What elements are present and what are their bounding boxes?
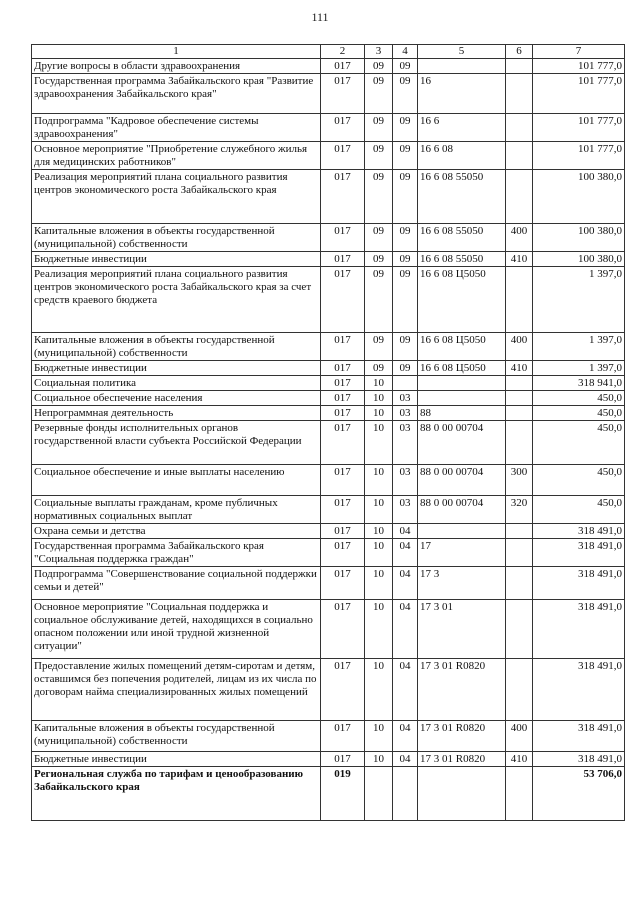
section-cell: 10 — [365, 567, 393, 600]
expense-type-cell — [506, 142, 533, 170]
description-cell: Основное мероприятие "Социальная поддержка и социальное обслуживание детей, находящихся в социально опасном положении или иной трудной жизненной ситуации" — [32, 600, 321, 659]
description-cell: Основное мероприятие "Приобретение служебного жилья для медицинских работников" — [32, 142, 321, 170]
subsection-cell: 09 — [393, 361, 418, 376]
table-row — [32, 496, 625, 524]
section-cell: 10 — [365, 496, 393, 524]
section-cell: 09 — [365, 333, 393, 361]
target-article-cell — [418, 59, 506, 74]
target-article-cell: 88 0 00 00704 — [418, 496, 506, 524]
table-row — [32, 74, 625, 114]
subsection-cell: 09 — [393, 114, 418, 142]
subsection-cell: 03 — [393, 496, 418, 524]
section-cell: 10 — [365, 524, 393, 539]
section-cell: 09 — [365, 252, 393, 267]
amount-cell: 1 397,0 — [533, 267, 625, 333]
ministry-code-cell: 017 — [321, 252, 365, 267]
section-cell: 10 — [365, 752, 393, 767]
table-row — [32, 224, 625, 252]
subsection-cell: 09 — [393, 59, 418, 74]
description-cell: Государственная программа Забайкальского края "Социальная поддержка граждан" — [32, 539, 321, 567]
expense-type-cell: 400 — [506, 721, 533, 752]
target-article-cell: 88 — [418, 406, 506, 421]
ministry-code-cell: 017 — [321, 74, 365, 114]
table-row — [32, 252, 625, 267]
target-article-cell: 16 6 08 Ц5050 — [418, 333, 506, 361]
table-row — [32, 600, 625, 659]
subsection-cell: 04 — [393, 752, 418, 767]
table-row — [32, 333, 625, 361]
expense-type-cell — [506, 659, 533, 721]
table-row — [32, 361, 625, 376]
expense-type-cell — [506, 74, 533, 114]
target-article-cell — [418, 391, 506, 406]
amount-cell: 318 491,0 — [533, 721, 625, 752]
amount-cell: 101 777,0 — [533, 114, 625, 142]
expense-type-cell — [506, 767, 533, 821]
column-header-7: 7 — [533, 45, 625, 59]
subsection-cell: 09 — [393, 74, 418, 114]
column-header-6: 6 — [506, 45, 533, 59]
expense-type-cell: 410 — [506, 252, 533, 267]
amount-cell: 318 491,0 — [533, 567, 625, 600]
target-article-cell: 17 3 — [418, 567, 506, 600]
amount-cell: 450,0 — [533, 391, 625, 406]
description-cell: Бюджетные инвестиции — [32, 252, 321, 267]
table-row — [32, 59, 625, 74]
expense-type-cell — [506, 524, 533, 539]
section-cell: 10 — [365, 539, 393, 567]
target-article-cell: 16 6 08 — [418, 142, 506, 170]
ministry-code-cell: 019 — [321, 767, 365, 821]
section-cell: 10 — [365, 376, 393, 391]
amount-cell: 450,0 — [533, 496, 625, 524]
expense-type-cell — [506, 267, 533, 333]
table-row — [32, 267, 625, 333]
amount-cell: 450,0 — [533, 465, 625, 496]
target-article-cell — [418, 524, 506, 539]
target-article-cell — [418, 376, 506, 391]
description-cell: Непрограммная деятельность — [32, 406, 321, 421]
amount-cell: 100 380,0 — [533, 170, 625, 224]
expense-type-cell — [506, 421, 533, 465]
target-article-cell: 16 6 08 55050 — [418, 170, 506, 224]
target-article-cell: 88 0 00 00704 — [418, 465, 506, 496]
expense-type-cell — [506, 539, 533, 567]
expense-type-cell — [506, 600, 533, 659]
table-row — [32, 421, 625, 465]
header-row — [32, 45, 625, 59]
column-header-5: 5 — [418, 45, 506, 59]
target-article-cell: 88 0 00 00704 — [418, 421, 506, 465]
target-article-cell: 16 6 08 Ц5050 — [418, 267, 506, 333]
subsection-cell: 04 — [393, 539, 418, 567]
amount-cell: 450,0 — [533, 421, 625, 465]
description-cell: Капитальные вложения в объекты государственной (муниципальной) собственности — [32, 333, 321, 361]
amount-cell: 100 380,0 — [533, 224, 625, 252]
amount-cell: 101 777,0 — [533, 142, 625, 170]
subsection-cell: 04 — [393, 524, 418, 539]
description-cell: Предоставление жилых помещений детям-сиротам и детям, оставшимся без попечения родителей, лицам из их числа по договорам найма специализированных жилых помещений — [32, 659, 321, 721]
amount-cell: 318 491,0 — [533, 539, 625, 567]
amount-cell: 53 706,0 — [533, 767, 625, 821]
section-cell: 09 — [365, 361, 393, 376]
ministry-code-cell: 017 — [321, 600, 365, 659]
section-cell: 10 — [365, 721, 393, 752]
description-cell: Реализация мероприятий плана социального развития центров экономического роста Забайкальского края — [32, 170, 321, 224]
amount-cell: 318 491,0 — [533, 659, 625, 721]
section-cell: 10 — [365, 600, 393, 659]
table-row — [32, 721, 625, 752]
ministry-code-cell: 017 — [321, 752, 365, 767]
target-article-cell: 16 6 08 Ц5050 — [418, 361, 506, 376]
page-number: 111 — [311, 10, 329, 24]
target-article-cell: 17 — [418, 539, 506, 567]
column-header-1: 1 — [32, 45, 321, 59]
subsection-cell: 03 — [393, 465, 418, 496]
expense-type-cell — [506, 406, 533, 421]
description-cell: Социальное обеспечение населения — [32, 391, 321, 406]
table-row — [32, 539, 625, 567]
section-cell: 09 — [365, 114, 393, 142]
amount-cell: 318 491,0 — [533, 600, 625, 659]
ministry-code-cell: 017 — [321, 142, 365, 170]
section-cell: 09 — [365, 224, 393, 252]
expense-type-cell: 410 — [506, 361, 533, 376]
subsection-cell: 04 — [393, 567, 418, 600]
section-cell: 09 — [365, 170, 393, 224]
ministry-code-cell: 017 — [321, 659, 365, 721]
description-cell: Региональная служба по тарифам и ценообразованию Забайкальского края — [32, 767, 321, 821]
table-row — [32, 406, 625, 421]
target-article-cell — [418, 767, 506, 821]
ministry-code-cell: 017 — [321, 721, 365, 752]
subsection-cell: 09 — [393, 142, 418, 170]
table-row — [32, 376, 625, 391]
subsection-cell: 09 — [393, 252, 418, 267]
target-article-cell: 17 3 01 R0820 — [418, 721, 506, 752]
ministry-code-cell: 017 — [321, 361, 365, 376]
subsection-cell: 03 — [393, 406, 418, 421]
description-cell: Бюджетные инвестиции — [32, 752, 321, 767]
table-row — [32, 142, 625, 170]
ministry-code-cell: 017 — [321, 224, 365, 252]
column-header-2: 2 — [321, 45, 365, 59]
section-cell: 10 — [365, 391, 393, 406]
table-row — [32, 567, 625, 600]
expense-type-cell: 320 — [506, 496, 533, 524]
ministry-code-cell: 017 — [321, 421, 365, 465]
subsection-cell: 04 — [393, 659, 418, 721]
table-row — [32, 524, 625, 539]
table-row — [32, 659, 625, 721]
amount-cell: 450,0 — [533, 406, 625, 421]
subsection-cell: 04 — [393, 600, 418, 659]
amount-cell: 1 397,0 — [533, 333, 625, 361]
table-row — [32, 465, 625, 496]
section-cell — [365, 767, 393, 821]
section-cell: 09 — [365, 267, 393, 333]
expense-type-cell — [506, 376, 533, 391]
subsection-cell: 09 — [393, 267, 418, 333]
ministry-code-cell: 017 — [321, 406, 365, 421]
ministry-code-cell: 017 — [321, 496, 365, 524]
expense-type-cell — [506, 170, 533, 224]
column-header-4: 4 — [393, 45, 418, 59]
ministry-code-cell: 017 — [321, 267, 365, 333]
section-cell: 09 — [365, 142, 393, 170]
description-cell: Государственная программа Забайкальского края "Развитие здравоохранения Забайкальского края" — [32, 74, 321, 114]
target-article-cell: 17 3 01 — [418, 600, 506, 659]
description-cell: Социальная политика — [32, 376, 321, 391]
ministry-code-cell: 017 — [321, 391, 365, 406]
description-cell: Социальные выплаты гражданам, кроме публичных нормативных социальных выплат — [32, 496, 321, 524]
ministry-code-cell: 017 — [321, 170, 365, 224]
section-cell: 10 — [365, 659, 393, 721]
description-cell: Резервные фонды исполнительных органов государственной власти субъекта Российской Федерации — [32, 421, 321, 465]
target-article-cell: 16 — [418, 74, 506, 114]
subsection-cell — [393, 376, 418, 391]
description-cell: Социальное обеспечение и иные выплаты населению — [32, 465, 321, 496]
amount-cell: 101 777,0 — [533, 59, 625, 74]
expense-type-cell — [506, 567, 533, 600]
description-cell: Капитальные вложения в объекты государственной (муниципальной) собственности — [32, 224, 321, 252]
target-article-cell: 16 6 08 55050 — [418, 252, 506, 267]
ministry-code-cell: 017 — [321, 465, 365, 496]
ministry-code-cell: 017 — [321, 567, 365, 600]
section-cell: 09 — [365, 59, 393, 74]
section-cell: 10 — [365, 421, 393, 465]
description-cell: Охрана семьи и детства — [32, 524, 321, 539]
description-cell: Реализация мероприятий плана социального развития центров экономического роста Забайкальского края за счет средств краевого бюджета — [32, 267, 321, 333]
table-row — [32, 170, 625, 224]
subsection-cell: 03 — [393, 391, 418, 406]
subsection-cell: 09 — [393, 333, 418, 361]
target-article-cell: 17 3 01 R0820 — [418, 659, 506, 721]
target-article-cell: 16 6 — [418, 114, 506, 142]
amount-cell: 318 491,0 — [533, 524, 625, 539]
ministry-code-cell: 017 — [321, 376, 365, 391]
subsection-cell: 09 — [393, 170, 418, 224]
subsection-cell: 04 — [393, 721, 418, 752]
budget-table — [31, 44, 625, 821]
amount-cell: 100 380,0 — [533, 252, 625, 267]
subsection-cell: 03 — [393, 421, 418, 465]
ministry-code-cell: 017 — [321, 333, 365, 361]
column-header-3: 3 — [365, 45, 393, 59]
amount-cell: 318 941,0 — [533, 376, 625, 391]
section-cell: 10 — [365, 465, 393, 496]
expense-type-cell: 410 — [506, 752, 533, 767]
table-row — [32, 391, 625, 406]
target-article-cell: 16 6 08 55050 — [418, 224, 506, 252]
table-row — [32, 114, 625, 142]
expense-type-cell: 400 — [506, 333, 533, 361]
section-cell: 10 — [365, 406, 393, 421]
expense-type-cell: 300 — [506, 465, 533, 496]
description-cell: Бюджетные инвестиции — [32, 361, 321, 376]
table-row — [32, 767, 625, 821]
description-cell: Другие вопросы в области здравоохранения — [32, 59, 321, 74]
expense-type-cell — [506, 391, 533, 406]
ministry-code-cell: 017 — [321, 114, 365, 142]
ministry-code-cell: 017 — [321, 524, 365, 539]
expense-type-cell: 400 — [506, 224, 533, 252]
amount-cell: 101 777,0 — [533, 74, 625, 114]
amount-cell: 318 491,0 — [533, 752, 625, 767]
ministry-code-cell: 017 — [321, 539, 365, 567]
table-row — [32, 752, 625, 767]
amount-cell: 1 397,0 — [533, 361, 625, 376]
expense-type-cell — [506, 114, 533, 142]
subsection-cell — [393, 767, 418, 821]
description-cell: Подпрограмма "Кадровое обеспечение системы здравоохранения" — [32, 114, 321, 142]
expense-type-cell — [506, 59, 533, 74]
section-cell: 09 — [365, 74, 393, 114]
target-article-cell: 17 3 01 R0820 — [418, 752, 506, 767]
description-cell: Подпрограмма "Совершенствование социальной поддержки семьи и детей" — [32, 567, 321, 600]
ministry-code-cell: 017 — [321, 59, 365, 74]
subsection-cell: 09 — [393, 224, 418, 252]
description-cell: Капитальные вложения в объекты государственной (муниципальной) собственности — [32, 721, 321, 752]
